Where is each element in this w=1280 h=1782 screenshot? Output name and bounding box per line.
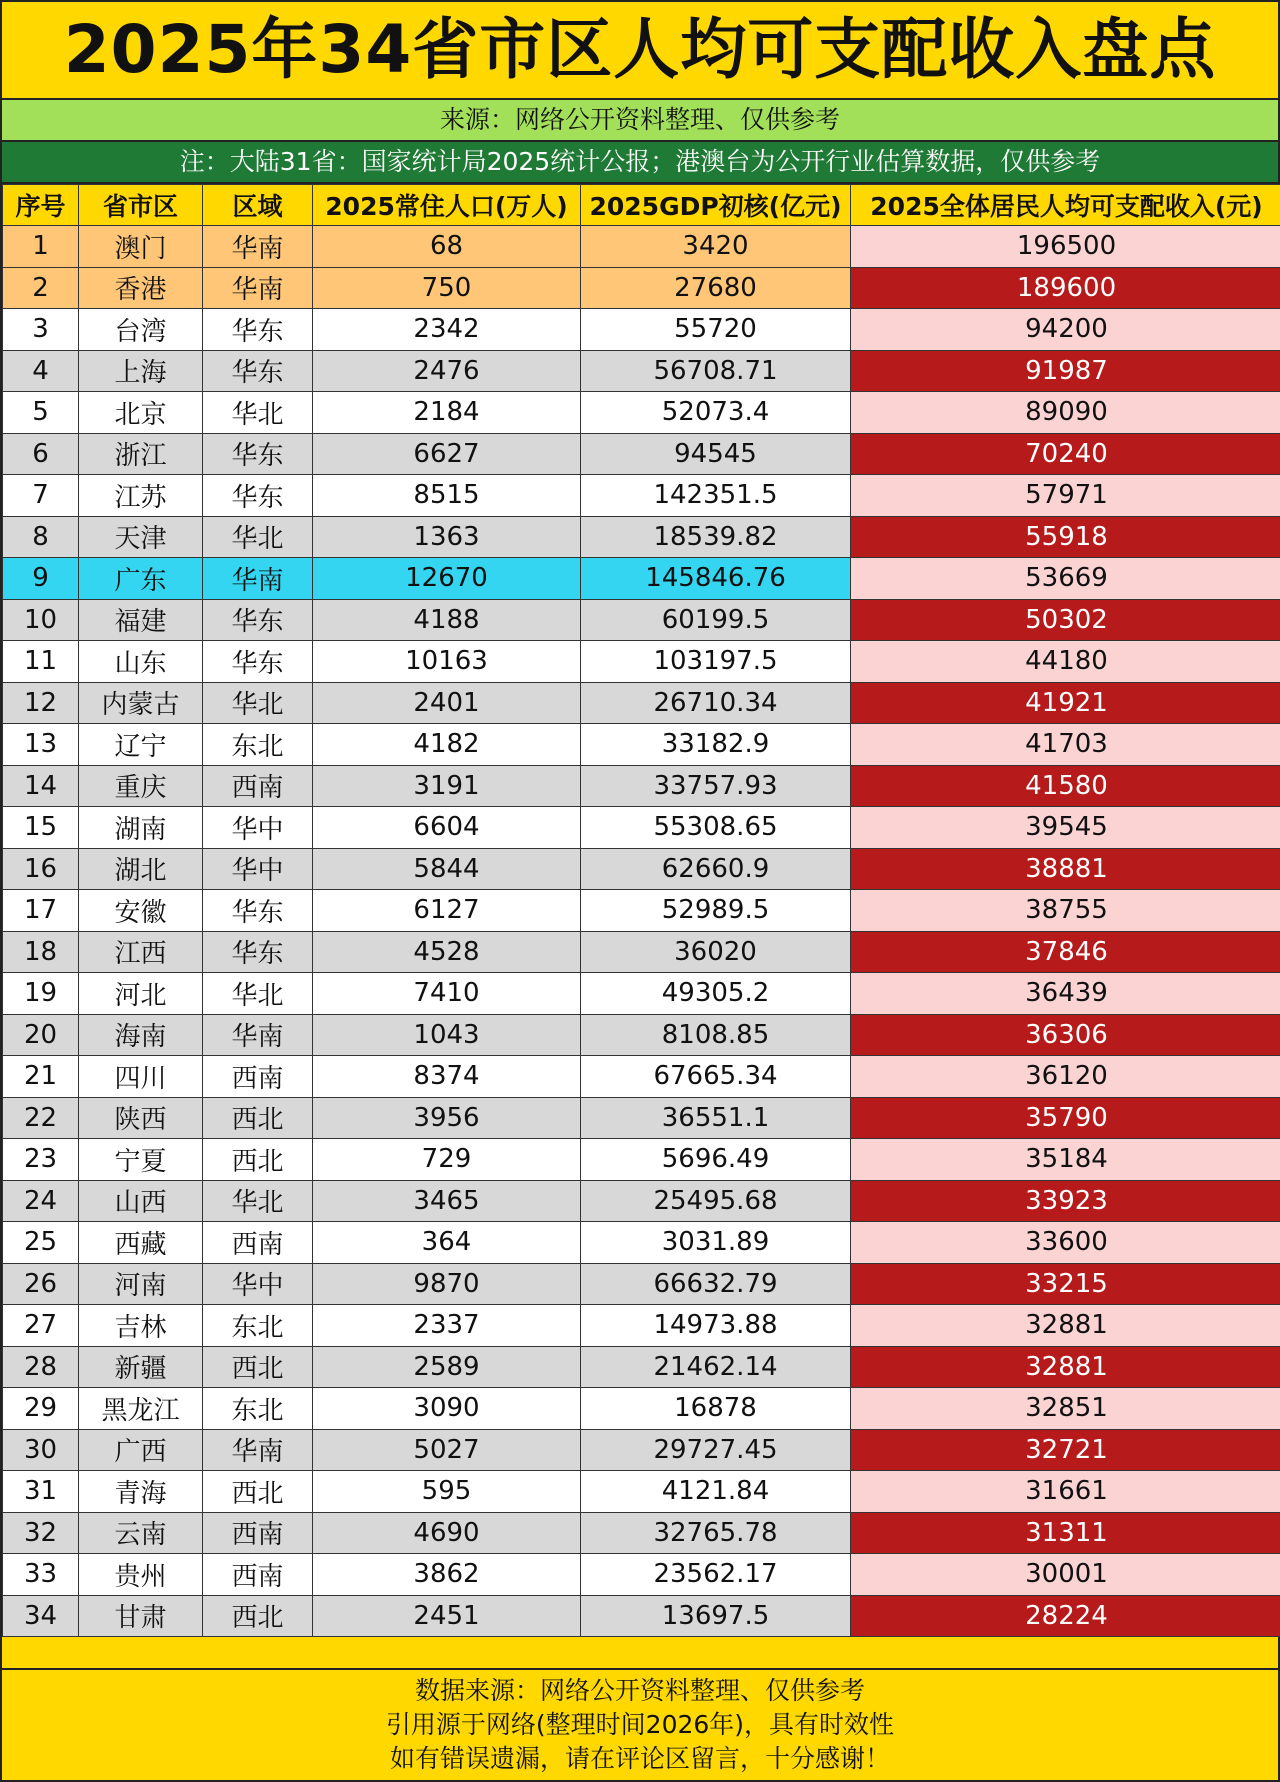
table-row xyxy=(3,1014,1280,1056)
cell-gdp: 18539.82 xyxy=(581,516,851,558)
cell-income: 31661 xyxy=(851,1471,1280,1513)
cell-income: 38755 xyxy=(851,890,1280,932)
cell-province: 上海 xyxy=(79,350,203,392)
cell-province: 澳门 xyxy=(79,226,203,268)
cell-gdp: 52073.4 xyxy=(581,392,851,434)
table-header-row xyxy=(3,185,1280,226)
cell-population: 10163 xyxy=(313,641,581,683)
cell-index: 22 xyxy=(3,1097,79,1139)
cell-region: 西北 xyxy=(203,1595,313,1637)
cell-province: 云南 xyxy=(79,1512,203,1554)
cell-index: 4 xyxy=(3,350,79,392)
cell-income: 94200 xyxy=(851,309,1280,351)
cell-region: 华东 xyxy=(203,599,313,641)
cell-population: 3956 xyxy=(313,1097,581,1139)
cell-population: 1363 xyxy=(313,516,581,558)
table-row xyxy=(3,1222,1280,1264)
cell-population: 595 xyxy=(313,1471,581,1513)
footer-line-2: 引用源于网络(整理时间2026年)，具有时效性 xyxy=(385,1710,895,1739)
cell-index: 2 xyxy=(3,267,79,309)
cell-population: 5027 xyxy=(313,1429,581,1471)
cell-province: 广东 xyxy=(79,558,203,600)
cell-region: 华中 xyxy=(203,1263,313,1305)
cell-population: 4182 xyxy=(313,724,581,766)
table-row xyxy=(3,516,1280,558)
table-row xyxy=(3,973,1280,1015)
footer-notes xyxy=(2,1668,1278,1780)
table-row xyxy=(3,1305,1280,1347)
cell-province: 山西 xyxy=(79,1180,203,1222)
table-row xyxy=(3,1097,1280,1139)
cell-index: 30 xyxy=(3,1429,79,1471)
table-row xyxy=(3,226,1280,268)
cell-index: 32 xyxy=(3,1512,79,1554)
cell-gdp: 67665.34 xyxy=(581,1056,851,1098)
cell-income: 35790 xyxy=(851,1097,1280,1139)
cell-region: 华南 xyxy=(203,226,313,268)
cell-gdp: 26710.34 xyxy=(581,682,851,724)
cell-gdp: 33757.93 xyxy=(581,765,851,807)
cell-province: 江苏 xyxy=(79,475,203,517)
cell-index: 10 xyxy=(3,599,79,641)
cell-region: 东北 xyxy=(203,1305,313,1347)
cell-province: 湖南 xyxy=(79,807,203,849)
cell-income: 30001 xyxy=(851,1554,1280,1596)
cell-index: 8 xyxy=(3,516,79,558)
cell-province: 江西 xyxy=(79,931,203,973)
cell-gdp: 25495.68 xyxy=(581,1180,851,1222)
cell-population: 9870 xyxy=(313,1263,581,1305)
cell-province: 浙江 xyxy=(79,433,203,475)
cell-population: 2476 xyxy=(313,350,581,392)
cell-region: 华南 xyxy=(203,558,313,600)
cell-region: 东北 xyxy=(203,724,313,766)
cell-index: 3 xyxy=(3,309,79,351)
cell-region: 华中 xyxy=(203,848,313,890)
cell-income: 36120 xyxy=(851,1056,1280,1098)
cell-population: 12670 xyxy=(313,558,581,600)
cell-region: 西北 xyxy=(203,1346,313,1388)
cell-index: 11 xyxy=(3,641,79,683)
cell-province: 内蒙古 xyxy=(79,682,203,724)
table-row xyxy=(3,1388,1280,1430)
cell-income: 32851 xyxy=(851,1388,1280,1430)
cell-population: 3465 xyxy=(313,1180,581,1222)
cell-province: 甘肃 xyxy=(79,1595,203,1637)
cell-gdp: 3031.89 xyxy=(581,1222,851,1264)
cell-gdp: 3420 xyxy=(581,226,851,268)
cell-gdp: 13697.5 xyxy=(581,1595,851,1637)
cell-income: 41921 xyxy=(851,682,1280,724)
table-row xyxy=(3,1056,1280,1098)
cell-index: 1 xyxy=(3,226,79,268)
table-row xyxy=(3,890,1280,932)
cell-region: 西北 xyxy=(203,1139,313,1181)
cell-province: 天津 xyxy=(79,516,203,558)
table-row xyxy=(3,1180,1280,1222)
cell-province: 海南 xyxy=(79,1014,203,1056)
table-row xyxy=(3,433,1280,475)
cell-income: 28224 xyxy=(851,1595,1280,1637)
footer-line-3: 如有错误遗漏，请在评论区留言，十分感谢！ xyxy=(389,1744,890,1773)
cell-region: 华北 xyxy=(203,516,313,558)
cell-gdp: 23562.17 xyxy=(581,1554,851,1596)
cell-province: 黑龙江 xyxy=(79,1388,203,1430)
cell-population: 364 xyxy=(313,1222,581,1264)
cell-index: 7 xyxy=(3,475,79,517)
cell-province: 重庆 xyxy=(79,765,203,807)
table-body xyxy=(3,226,1280,1637)
cell-province: 吉林 xyxy=(79,1305,203,1347)
cell-province: 河北 xyxy=(79,973,203,1015)
table-row xyxy=(3,807,1280,849)
cell-gdp: 66632.79 xyxy=(581,1263,851,1305)
cell-population: 2401 xyxy=(313,682,581,724)
cell-province: 安徽 xyxy=(79,890,203,932)
cell-region: 华南 xyxy=(203,1429,313,1471)
table-row xyxy=(3,1346,1280,1388)
cell-income: 89090 xyxy=(851,392,1280,434)
cell-income: 39545 xyxy=(851,807,1280,849)
table-row xyxy=(3,1595,1280,1637)
cell-province: 陕西 xyxy=(79,1097,203,1139)
cell-income: 38881 xyxy=(851,848,1280,890)
cell-index: 34 xyxy=(3,1595,79,1637)
cell-region: 华南 xyxy=(203,1014,313,1056)
cell-population: 8515 xyxy=(313,475,581,517)
table-row xyxy=(3,724,1280,766)
cell-gdp: 145846.76 xyxy=(581,558,851,600)
cell-index: 29 xyxy=(3,1388,79,1430)
cell-index: 6 xyxy=(3,433,79,475)
cell-region: 东北 xyxy=(203,1388,313,1430)
table-row xyxy=(3,682,1280,724)
cell-gdp: 5696.49 xyxy=(581,1139,851,1181)
table-row xyxy=(3,475,1280,517)
table-row xyxy=(3,267,1280,309)
cell-province: 宁夏 xyxy=(79,1139,203,1181)
cell-gdp: 27680 xyxy=(581,267,851,309)
cell-gdp: 49305.2 xyxy=(581,973,851,1015)
cell-region: 华中 xyxy=(203,807,313,849)
cell-population: 2451 xyxy=(313,1595,581,1637)
cell-region: 华东 xyxy=(203,309,313,351)
cell-region: 华南 xyxy=(203,267,313,309)
cell-gdp: 4121.84 xyxy=(581,1471,851,1513)
cell-income: 91987 xyxy=(851,350,1280,392)
cell-index: 23 xyxy=(3,1139,79,1181)
cell-income: 31311 xyxy=(851,1512,1280,1554)
table-row xyxy=(3,558,1280,600)
cell-region: 西南 xyxy=(203,1222,313,1264)
cell-population: 3862 xyxy=(313,1554,581,1596)
cell-province: 台湾 xyxy=(79,309,203,351)
cell-population: 3191 xyxy=(313,765,581,807)
cell-region: 西南 xyxy=(203,1554,313,1596)
cell-income: 36439 xyxy=(851,973,1280,1015)
cell-population: 6627 xyxy=(313,433,581,475)
cell-index: 14 xyxy=(3,765,79,807)
cell-income: 41580 xyxy=(851,765,1280,807)
cell-income: 189600 xyxy=(851,267,1280,309)
cell-population: 4690 xyxy=(313,1512,581,1554)
cell-province: 福建 xyxy=(79,599,203,641)
cell-province: 四川 xyxy=(79,1056,203,1098)
source-line: 来源：网络公开资料整理、仅供参考 xyxy=(2,100,1278,142)
column-header-population: 2025常住人口(万人) xyxy=(313,185,581,226)
column-header-province: 省市区 xyxy=(79,185,203,226)
cell-population: 2589 xyxy=(313,1346,581,1388)
cell-population: 3090 xyxy=(313,1388,581,1430)
table-row xyxy=(3,765,1280,807)
cell-index: 25 xyxy=(3,1222,79,1264)
cell-income: 37846 xyxy=(851,931,1280,973)
cell-population: 8374 xyxy=(313,1056,581,1098)
cell-gdp: 94545 xyxy=(581,433,851,475)
cell-population: 6604 xyxy=(313,807,581,849)
note-line: 注：大陆31省：国家统计局2025统计公报；港澳台为公开行业估算数据，仅供参考 xyxy=(2,142,1278,184)
cell-region: 西北 xyxy=(203,1097,313,1139)
cell-gdp: 33182.9 xyxy=(581,724,851,766)
cell-index: 20 xyxy=(3,1014,79,1056)
cell-province: 贵州 xyxy=(79,1554,203,1596)
cell-index: 27 xyxy=(3,1305,79,1347)
cell-gdp: 52989.5 xyxy=(581,890,851,932)
cell-income: 44180 xyxy=(851,641,1280,683)
cell-index: 21 xyxy=(3,1056,79,1098)
cell-region: 华北 xyxy=(203,392,313,434)
table-row xyxy=(3,1471,1280,1513)
cell-income: 32881 xyxy=(851,1346,1280,1388)
table-row xyxy=(3,1512,1280,1554)
table-row xyxy=(3,1139,1280,1181)
cell-province: 辽宁 xyxy=(79,724,203,766)
cell-income: 36306 xyxy=(851,1014,1280,1056)
cell-region: 华东 xyxy=(203,931,313,973)
cell-province: 香港 xyxy=(79,267,203,309)
income-table xyxy=(2,184,1280,1637)
cell-population: 2342 xyxy=(313,309,581,351)
cell-population: 2337 xyxy=(313,1305,581,1347)
cell-population: 7410 xyxy=(313,973,581,1015)
cell-index: 5 xyxy=(3,392,79,434)
cell-index: 18 xyxy=(3,931,79,973)
cell-income: 50302 xyxy=(851,599,1280,641)
cell-index: 15 xyxy=(3,807,79,849)
cell-index: 28 xyxy=(3,1346,79,1388)
cell-province: 北京 xyxy=(79,392,203,434)
cell-gdp: 8108.85 xyxy=(581,1014,851,1056)
cell-gdp: 21462.14 xyxy=(581,1346,851,1388)
cell-gdp: 103197.5 xyxy=(581,641,851,683)
cell-income: 53669 xyxy=(851,558,1280,600)
table-row xyxy=(3,931,1280,973)
cell-region: 华东 xyxy=(203,475,313,517)
table-row xyxy=(3,350,1280,392)
cell-region: 西南 xyxy=(203,1056,313,1098)
cell-index: 26 xyxy=(3,1263,79,1305)
cell-income: 33923 xyxy=(851,1180,1280,1222)
cell-region: 华北 xyxy=(203,973,313,1015)
cell-region: 华北 xyxy=(203,682,313,724)
cell-gdp: 62660.9 xyxy=(581,848,851,890)
cell-gdp: 36551.1 xyxy=(581,1097,851,1139)
cell-region: 西南 xyxy=(203,1512,313,1554)
cell-population: 2184 xyxy=(313,392,581,434)
cell-index: 16 xyxy=(3,848,79,890)
table-row xyxy=(3,392,1280,434)
table-row xyxy=(3,599,1280,641)
cell-region: 华东 xyxy=(203,641,313,683)
cell-income: 70240 xyxy=(851,433,1280,475)
column-header-index: 序号 xyxy=(3,185,79,226)
cell-population: 6127 xyxy=(313,890,581,932)
cell-gdp: 142351.5 xyxy=(581,475,851,517)
table-row xyxy=(3,1429,1280,1471)
column-header-income: 2025全体居民人均可支配收入(元) xyxy=(851,185,1280,226)
cell-province: 河南 xyxy=(79,1263,203,1305)
table-row xyxy=(3,848,1280,890)
table-row xyxy=(3,309,1280,351)
cell-region: 西北 xyxy=(203,1471,313,1513)
cell-income: 196500 xyxy=(851,226,1280,268)
cell-index: 19 xyxy=(3,973,79,1015)
cell-gdp: 29727.45 xyxy=(581,1429,851,1471)
cell-income: 55918 xyxy=(851,516,1280,558)
cell-index: 9 xyxy=(3,558,79,600)
table-row xyxy=(3,1554,1280,1596)
cell-income: 33215 xyxy=(851,1263,1280,1305)
column-header-gdp: 2025GDP初核(亿元) xyxy=(581,185,851,226)
cell-population: 729 xyxy=(313,1139,581,1181)
cell-population: 4188 xyxy=(313,599,581,641)
cell-index: 17 xyxy=(3,890,79,932)
cell-index: 24 xyxy=(3,1180,79,1222)
cell-index: 33 xyxy=(3,1554,79,1596)
cell-gdp: 56708.71 xyxy=(581,350,851,392)
column-header-region: 区域 xyxy=(203,185,313,226)
cell-province: 广西 xyxy=(79,1429,203,1471)
cell-income: 35184 xyxy=(851,1139,1280,1181)
cell-province: 西藏 xyxy=(79,1222,203,1264)
cell-region: 华北 xyxy=(203,1180,313,1222)
table-row xyxy=(3,1263,1280,1305)
cell-gdp: 32765.78 xyxy=(581,1512,851,1554)
cell-province: 新疆 xyxy=(79,1346,203,1388)
cell-population: 68 xyxy=(313,226,581,268)
cell-gdp: 55720 xyxy=(581,309,851,351)
cell-index: 13 xyxy=(3,724,79,766)
cell-income: 41703 xyxy=(851,724,1280,766)
cell-province: 湖北 xyxy=(79,848,203,890)
cell-province: 青海 xyxy=(79,1471,203,1513)
cell-gdp: 16878 xyxy=(581,1388,851,1430)
table-row xyxy=(3,641,1280,683)
cell-income: 33600 xyxy=(851,1222,1280,1264)
cell-region: 西南 xyxy=(203,765,313,807)
page-title: 2025年34省市区人均可支配收入盘点 xyxy=(2,2,1278,100)
cell-population: 4528 xyxy=(313,931,581,973)
cell-income: 57971 xyxy=(851,475,1280,517)
cell-region: 华东 xyxy=(203,433,313,475)
cell-income: 32881 xyxy=(851,1305,1280,1347)
cell-population: 1043 xyxy=(313,1014,581,1056)
cell-region: 华东 xyxy=(203,350,313,392)
cell-region: 华东 xyxy=(203,890,313,932)
cell-index: 31 xyxy=(3,1471,79,1513)
cell-gdp: 55308.65 xyxy=(581,807,851,849)
cell-gdp: 60199.5 xyxy=(581,599,851,641)
footer-line-1: 数据来源：网络公开资料整理、仅供参考 xyxy=(414,1676,865,1705)
cell-income: 32721 xyxy=(851,1429,1280,1471)
cell-population: 750 xyxy=(313,267,581,309)
cell-population: 5844 xyxy=(313,848,581,890)
cell-gdp: 14973.88 xyxy=(581,1305,851,1347)
cell-province: 山东 xyxy=(79,641,203,683)
cell-gdp: 36020 xyxy=(581,931,851,973)
cell-index: 12 xyxy=(3,682,79,724)
